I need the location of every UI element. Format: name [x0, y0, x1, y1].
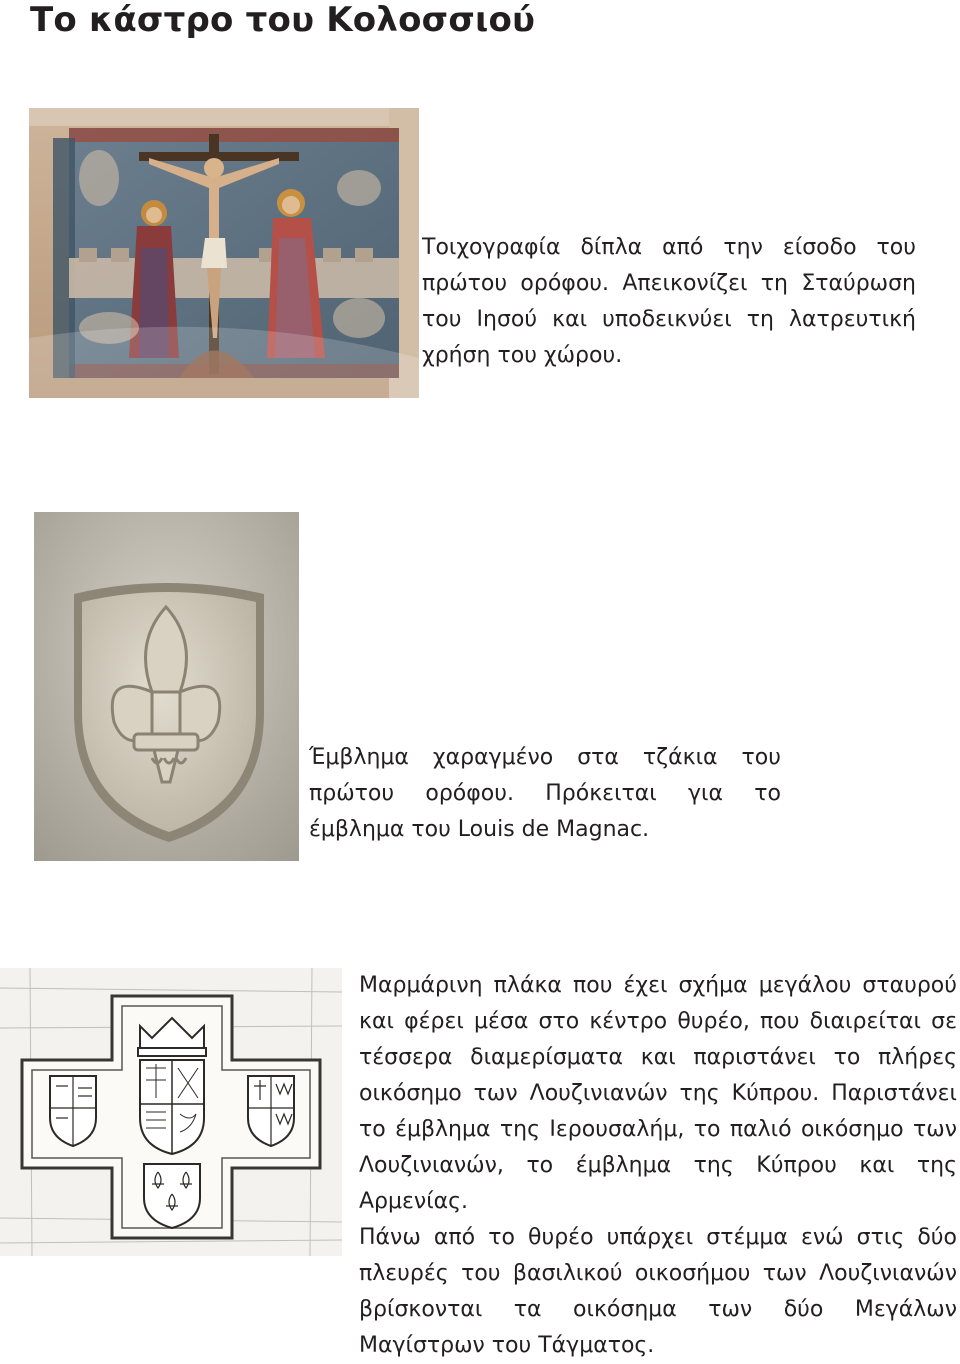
- marble-cross-plaque-image: [0, 968, 342, 1256]
- page-title: Το κάστρο του Κολοσσιού: [30, 0, 536, 40]
- caption-line: Έμβλημα χαραγμένο στα τζάκια του: [309, 745, 781, 770]
- caption-line: έμβλημα του Louis de Magnac.: [309, 817, 650, 842]
- caption-line: πρώτου ορόφου. Πρόκειται για το: [309, 781, 781, 806]
- caption-line: τέσσερα διαμερίσματα και παριστάνει το πλήρες: [359, 1045, 957, 1070]
- caption-line: χρήση του χώρου.: [422, 343, 623, 368]
- caption-line: Λουζινιανών, το έμβλημα της Κύπρου και της: [359, 1153, 957, 1178]
- emblem-caption: [309, 740, 781, 848]
- caption-line: πλευρές του βασιλικού οικοσήμου των Λουζινιανών: [359, 1261, 957, 1286]
- caption-line: και φέρει μέσα στο κέντρο θυρέο, που διαιρείται σε: [359, 1009, 957, 1034]
- caption-line: Μαρμάρινη πλάκα που έχει σχήμα μεγάλου σταυρού: [359, 973, 957, 998]
- caption-line: του Ιησού και υποδεικνύει τη λατρευτική: [422, 307, 916, 332]
- caption-line: βρίσκονται τα οικόσημα των δύο Μεγάλων: [359, 1297, 957, 1322]
- caption-line: Αρμενίας.: [359, 1189, 469, 1214]
- fresco-caption: [422, 230, 916, 374]
- caption-line: Μαγίστρων του Τάγματος.: [359, 1333, 655, 1358]
- crucifixion-fresco-image: [29, 108, 419, 398]
- carved-emblem-image: [34, 512, 299, 861]
- caption-line: Τοιχογραφία δίπλα από την είσοδο του: [422, 235, 916, 260]
- caption-line: πρώτου ορόφου. Απεικονίζει τη Σταύρωση: [422, 271, 916, 296]
- caption-line: το έμβλημα της Ιερουσαλήμ, το παλιό οικόσημο των: [359, 1117, 957, 1142]
- caption-line: οικόσημο των Λουζινιανών της Κύπρου. Παριστάνει: [359, 1081, 957, 1106]
- caption-line: Πάνω από το θυρέο υπάρχει στέμμα ενώ στις δύο: [359, 1225, 957, 1250]
- plaque-caption: [359, 968, 957, 1364]
